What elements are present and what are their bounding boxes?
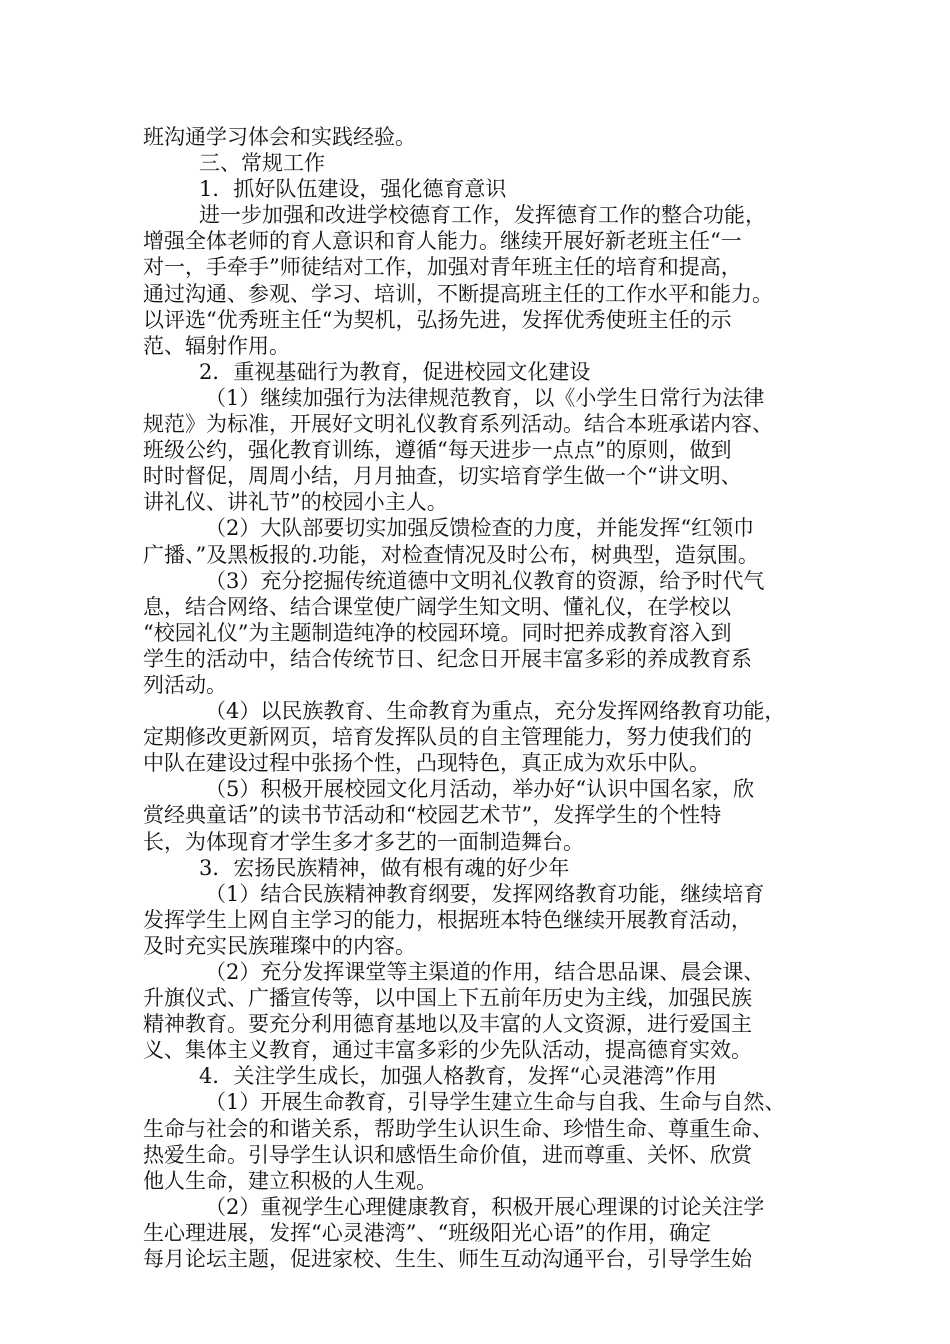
text-line: 每月论坛主题，促进家校、生生、师生互动沟通平台，引导学生始: [143, 1247, 752, 1272]
text-line: （2）充分发挥课堂等主渠道的作用，结合思品课、晨会课、: [205, 960, 765, 984]
text-line: 热爱生命。引导学生认识和感悟生命价值，进而尊重、关怀、欣赏: [143, 1142, 752, 1167]
text-line: 对一，手牵手”师徒结对工作，加强对青年班主任的培育和提高，: [143, 255, 742, 280]
text-line: （1）开展生命教育，引导学生建立生命与自我、生命与自然、: [205, 1090, 786, 1115]
text-line: 以评选“优秀班主任“为契机，弘扬先进，发挥优秀使班主任的示: [143, 307, 732, 332]
text-line: 列活动。: [143, 672, 227, 697]
text-line: 赏经典童话”的读书节活动和“校园艺术节”，发挥学生的个性特: [143, 803, 722, 828]
text-line: 2．重视基础行为教育，促进校园文化建设: [199, 359, 591, 384]
text-line: 长，为体现育才学生多才多艺的一面制造舞台。: [143, 829, 584, 854]
text-line: 班沟通学习体会和实践经验。: [143, 125, 416, 149]
text-line: 讲礼仪、讲礼节”的校园小主人。: [143, 490, 448, 515]
text-line: 增强全体老师的育人意识和育人能力。继续开展好新老班主任“一: [143, 229, 742, 254]
text-line: （1）结合民族精神教育纲要，发挥网络教育功能，继续培育: [205, 881, 765, 906]
text-line: 1．抓好队伍建设，强化德育意识: [199, 177, 507, 202]
text-line: 升旗仪式、广播宣传等，以中国上下五前年历史为主线，加强民族: [143, 986, 752, 1011]
text-line: （2）重视学生心理健康教育，积极开展心理课的讨论关注学: [205, 1194, 765, 1219]
text-line: （5）积极开展校园文化月活动，举办好“认识中国名家，欣: [205, 777, 755, 802]
text-line: （1）继续加强行为法律规范教育，以《小学生日常行为法律: [205, 385, 765, 410]
text-line: 学生的活动中，结合传统节日、纪念日开展丰富多彩的养成教育系: [143, 646, 752, 671]
text-line: 中队在建设过程中张扬个性，凸现特色，真正成为欢乐中队。: [143, 751, 710, 776]
text-line: 时时督促，周周小结，月月抽查，切实培育学生做一个“讲文明、: [143, 464, 742, 489]
text-line: 定期修改更新网页，培育发挥队员的自主管理能力，努力使我们的: [143, 725, 752, 750]
text-line: 规范》为标准，开展好文明礼仪教育系列活动。结合本班承诺内容、: [143, 412, 773, 437]
text-line: 义、集体主义教育，通过丰富多彩的少先队活动，提高德育实效。: [143, 1038, 752, 1063]
text-line: 他人生命，建立积极的人生观。: [143, 1168, 437, 1193]
text-line: 3．宏扬民族精神，做有根有魂的好少年: [199, 855, 570, 880]
text-line: 及时充实民族璀璨中的内容。: [143, 933, 416, 958]
text-line: 息，结合网络、结合课堂使广阔学生知文明、懂礼仪，在学校以: [143, 594, 731, 619]
text-line: （3）充分挖掘传统道德中文明礼仪教育的资源，给予时代气: [205, 568, 765, 593]
text-line: 精神教育。要充分利用德育基地以及丰富的人文资源，进行爱国主: [143, 1012, 752, 1037]
text-line: 班级公约，强化教育训练，遵循“每天进步一点点”的原则，做到: [143, 438, 732, 463]
text-line: “校园礼仪”为主题制造纯净的校园环境。同时把养成教育溶入到: [143, 620, 732, 645]
text-line: 发挥学生上网自主学习的能力，根据班本特色继续开展教育活动，: [143, 907, 752, 932]
text-line: 生心理进展，发挥“心灵港湾”、“班级阳光心语”的作用，确定: [143, 1220, 711, 1245]
text-line: 通过沟通、参观、学习、培训，不断提高班主任的工作水平和能力。: [143, 281, 773, 306]
text-line: （2）大队部要切实加强反馈检查的力度，并能发挥“红领巾: [205, 516, 755, 541]
text-line: 进一步加强和改进学校德育工作，发挥德育工作的整合功能，: [199, 203, 766, 228]
text-line: 范、辐射作用。: [143, 333, 290, 358]
text-line: 4．关注学生成长，加强人格教育，发挥“心灵港湾”作用: [199, 1064, 717, 1089]
text-line: 广播、”及黑板报的.功能，对检查情况及时公布，树典型，造氛围。: [143, 542, 759, 567]
text-line: （4）以民族教育、生命教育为重点，充分发挥网络教育功能，: [205, 699, 786, 724]
text-line: 三、常规工作: [199, 151, 325, 176]
document-body: [143, 124, 833, 1272]
text-line: 生命与社会的和谐关系，帮助学生认识生命、珍惜生命、尊重生命、: [143, 1116, 773, 1141]
